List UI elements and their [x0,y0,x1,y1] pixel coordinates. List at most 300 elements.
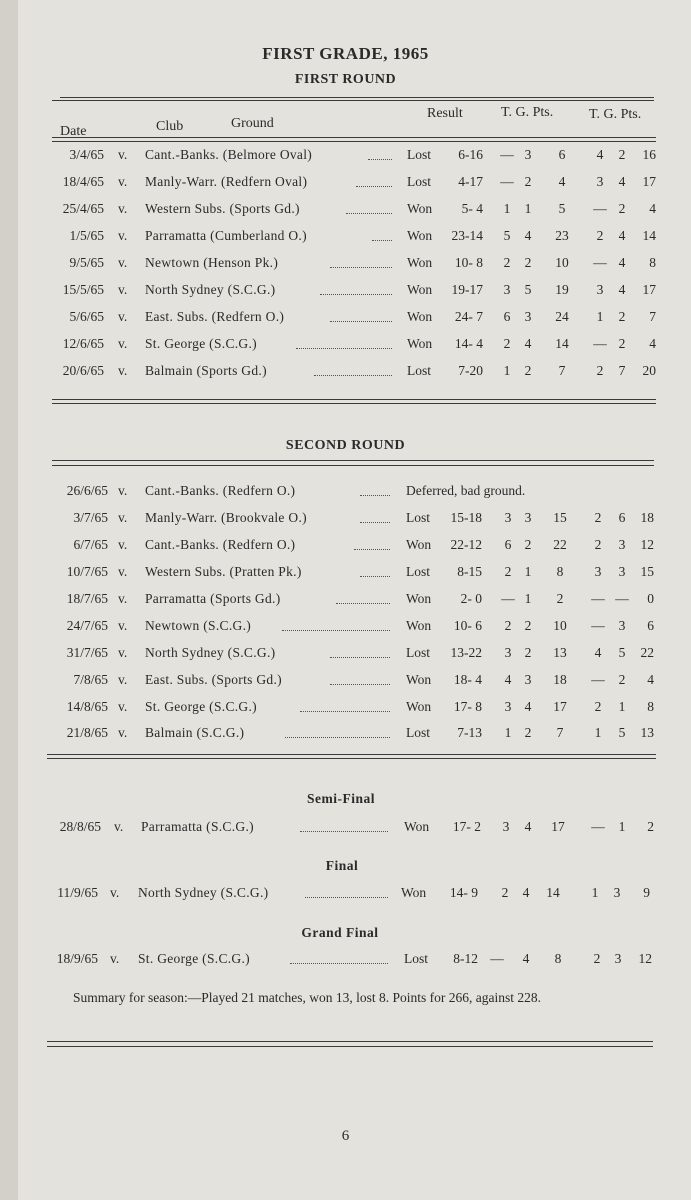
row-club-ground: Western Subs. (Pratten Pk.) [145,564,302,579]
row-opp-goals: 7 [618,363,626,378]
row-opp-points: 12 [638,951,652,966]
row-opp-tries: — [593,336,607,351]
row-opp-goals: 4 [618,255,626,270]
table-row [0,885,691,905]
row-score: 24- 7 [454,309,483,324]
row-versus: v. [118,699,128,714]
row-club-ground: Parramatta (Sports Gd.) [145,591,281,606]
row-versus: v. [118,363,128,378]
row-score: 8-15 [457,564,482,579]
row-score: 15-18 [450,510,482,525]
row-goals: 3 [524,672,532,687]
row-club-ground: North Sydney (S.C.G.) [145,645,276,660]
row-date: 31/7/65 [66,645,108,660]
row-score: 5- 4 [461,201,483,216]
row-opp-tries: 4 [594,645,602,660]
row-leader-dots [290,951,388,964]
row-opp-tries: 1 [591,885,599,900]
row-result: Lost [406,564,431,579]
row-goals: 1 [524,201,532,216]
row-tries: — [500,147,514,162]
table-row [0,483,691,503]
row-score: 14- 4 [454,336,483,351]
row-result: Lost [406,725,431,740]
row-goals: 4 [522,951,530,966]
row-date: 20/6/65 [62,363,104,378]
row-result: Won [406,591,432,606]
second-round-end-rule-2 [47,758,656,759]
row-versus: v. [118,483,128,498]
row-tries: 2 [503,255,511,270]
row-opp-points: 17 [642,174,656,189]
row-goals: 1 [524,591,532,606]
row-goals: 2 [524,363,532,378]
row-opp-tries: — [591,618,605,633]
row-opp-tries: 2 [596,363,604,378]
row-date: 28/8/65 [59,819,101,834]
row-opp-tries: — [591,591,605,606]
row-points: 8 [556,564,564,579]
row-date: 18/7/65 [66,591,108,606]
row-club-ground: St. George (S.C.G.) [145,336,257,351]
row-opp-tries: 1 [594,725,602,740]
row-opp-tries: 2 [594,510,602,525]
table-row [0,255,691,275]
row-score: 17- 2 [452,819,481,834]
header-date: Date [60,124,87,139]
row-opp-tries: — [593,255,607,270]
table-row [0,618,691,638]
row-club-ground: Cant.-Banks. (Redfern O.) [145,483,296,498]
row-result: Won [407,282,433,297]
row-date: 18/4/65 [62,174,104,189]
row-opp-points: 7 [649,309,656,324]
row-result: Won [407,228,433,243]
row-goals: 1 [524,564,532,579]
row-date: 5/6/65 [69,309,104,324]
row-tries: 1 [503,363,511,378]
row-opp-goals: — [615,591,629,606]
row-opp-tries: 2 [596,228,604,243]
row-points: 13 [553,645,567,660]
row-opp-goals: 2 [618,147,626,162]
table-row [0,564,691,584]
row-opp-tries: 3 [596,174,604,189]
row-points: 15 [553,510,567,525]
row-leader-dots [354,537,390,550]
bottom-rule [47,1041,653,1042]
row-versus: v. [118,564,128,579]
row-versus: v. [118,591,128,606]
row-leader-dots [314,363,392,376]
row-result: Won [406,618,432,633]
row-points: 6 [558,147,566,162]
row-date: 10/7/65 [66,564,108,579]
row-result: Won [406,537,432,552]
row-opp-points: 16 [642,147,656,162]
row-opp-points: 6 [647,618,654,633]
row-leader-dots [305,885,388,898]
row-goals: 2 [524,645,532,660]
table-row [0,282,691,302]
row-goals: 3 [524,147,532,162]
row-tries: 3 [504,510,512,525]
row-leader-dots [360,483,390,496]
row-result: Lost [407,174,432,189]
row-versus: v. [118,618,128,633]
table-row [0,174,691,194]
row-date: 15/5/65 [62,282,104,297]
row-score: 23-14 [451,228,483,243]
row-goals: 2 [524,255,532,270]
table-row [0,537,691,557]
row-tries: 3 [504,699,512,714]
table-row [0,725,691,745]
table-row [0,510,691,530]
row-score: 17- 8 [453,699,482,714]
row-opp-tries: — [591,672,605,687]
row-leader-dots [330,309,392,322]
row-leader-dots [320,282,392,295]
row-result: Won [406,672,432,687]
header-club: Club [156,119,184,134]
row-tries: 4 [504,672,512,687]
row-points: 14 [546,885,560,900]
row-leader-dots [330,255,392,268]
row-points: 8 [554,951,562,966]
row-opp-points: 12 [640,537,654,552]
row-opp-goals: 3 [618,618,626,633]
row-opp-goals: 5 [618,725,626,740]
row-date: 9/5/65 [69,255,104,270]
table-row [0,645,691,665]
row-date: 21/8/65 [66,725,108,740]
first-round-title: FIRST ROUND [294,72,397,87]
row-opp-goals: 3 [614,951,622,966]
row-goals: 4 [524,699,532,714]
row-opp-goals: 4 [618,228,626,243]
row-tries: 6 [503,309,511,324]
row-club-ground: East. Subs. (Redfern O.) [145,309,285,324]
row-points: 2 [556,591,564,606]
final-title: Final [325,858,359,873]
row-opp-goals: 4 [618,282,626,297]
header-tgpts-for: T. G. Pts. [501,105,554,120]
row-leader-dots [372,228,392,241]
row-goals: 2 [524,618,532,633]
row-tries: 1 [503,201,511,216]
row-points: 19 [555,282,569,297]
row-leader-dots [346,201,392,214]
row-versus: v. [118,537,128,552]
row-result: Won [407,336,433,351]
row-club-ground: Western Subs. (Sports Gd.) [145,201,300,216]
row-leader-dots [285,725,390,738]
row-opp-goals: 4 [618,174,626,189]
row-goals: 3 [524,309,532,324]
row-tries: — [500,174,514,189]
row-club-ground: Manly-Warr. (Redfern Oval) [145,174,308,189]
table-row [0,819,691,839]
row-date: 6/7/65 [73,537,108,552]
row-opp-tries: 2 [593,951,601,966]
row-opp-goals: 5 [618,645,626,660]
table-row [0,201,691,221]
row-goals: 4 [522,885,530,900]
row-score: 13-22 [450,645,482,660]
row-club-ground: Parramatta (Cumberland O.) [145,228,307,243]
row-versus: v. [118,282,128,297]
row-opp-points: 4 [647,672,654,687]
row-result: Won [401,885,427,900]
row-club-ground: Newtown (Henson Pk.) [145,255,279,270]
table-row [0,309,691,329]
row-leader-dots [300,819,388,832]
header-rule-top-2 [52,100,654,101]
row-result: Won [404,819,430,834]
row-opp-tries: 2 [594,699,602,714]
row-leader-dots [336,591,390,604]
row-opp-tries: 3 [594,564,602,579]
header-result: Result [427,106,463,121]
row-points: 18 [553,672,567,687]
table-row [0,336,691,356]
row-tries: — [490,951,504,966]
row-opp-points: 18 [640,510,654,525]
row-leader-dots [330,645,390,658]
row-opp-points: 14 [642,228,656,243]
row-score: 7-13 [457,725,482,740]
row-versus: v. [110,951,120,966]
row-opp-points: 9 [643,885,650,900]
row-club-ground: St. George (S.C.G.) [145,699,257,714]
table-row [0,147,691,167]
row-date: 12/6/65 [62,336,104,351]
second-round-rule-top-2 [52,465,654,466]
row-opp-points: 13 [640,725,654,740]
row-club-ground: Cant.-Banks. (Belmore Oval) [145,147,313,162]
row-opp-goals: 3 [613,885,621,900]
first-round-end-rule-2 [52,403,656,404]
row-versus: v. [118,336,128,351]
table-row [0,228,691,248]
semi-final-title: Semi-Final [307,791,375,806]
row-versus: v. [110,885,120,900]
row-goals: 2 [524,537,532,552]
row-opp-tries: 4 [596,147,604,162]
row-score: 4-17 [458,174,483,189]
row-opp-goals: 2 [618,309,626,324]
row-opp-points: 2 [647,819,654,834]
row-goals: 2 [524,174,532,189]
row-club-ground: Balmain (Sports Gd.) [145,363,267,378]
row-tries: 3 [504,645,512,660]
row-date: 3/7/65 [73,510,108,525]
row-opp-goals: 2 [618,336,626,351]
row-score: 19-17 [451,282,483,297]
row-points: 23 [555,228,569,243]
row-opp-goals: 3 [618,537,626,552]
row-tries: — [501,591,515,606]
second-round-title: SECOND ROUND [285,438,406,453]
row-points: 22 [553,537,567,552]
row-opp-tries: — [591,819,605,834]
row-leader-dots [368,147,392,160]
row-opp-goals: 3 [618,564,626,579]
row-points: 5 [558,201,566,216]
row-club-ground: Newtown (S.C.G.) [145,618,252,633]
row-result: Lost [406,645,431,660]
row-opp-goals: 2 [618,672,626,687]
row-result: Lost [407,147,432,162]
row-goals: 5 [524,282,532,297]
row-score: 18- 4 [453,672,482,687]
row-result: Won [407,309,433,324]
row-score: 8-12 [453,951,478,966]
row-date: 24/7/65 [66,618,108,633]
row-points: 24 [555,309,569,324]
row-opp-points: 20 [642,363,656,378]
row-result: Lost [407,363,432,378]
row-opp-tries: 1 [596,309,604,324]
table-row [0,363,691,383]
grand-final-title: Grand Final [301,925,379,940]
row-tries: 6 [504,537,512,552]
row-goals: 4 [524,228,532,243]
row-versus: v. [118,672,128,687]
row-versus: v. [118,725,128,740]
first-round-end-rule [52,399,656,400]
row-points: 7 [556,725,564,740]
table-row [0,672,691,692]
row-date: 25/4/65 [62,201,104,216]
row-versus: v. [118,309,128,324]
row-score: 22-12 [450,537,482,552]
row-versus: v. [118,201,128,216]
row-points: 14 [555,336,569,351]
row-date: 26/6/65 [66,483,108,498]
bottom-rule-2 [47,1046,653,1047]
row-leader-dots [296,336,392,349]
row-club-ground: Balmain (S.C.G.) [145,725,245,740]
row-versus: v. [114,819,124,834]
row-opp-points: 4 [649,336,656,351]
row-tries: 1 [504,725,512,740]
row-leader-dots [360,510,390,523]
header-rule-bottom-2 [52,141,656,142]
row-opp-points: 4 [649,201,656,216]
row-points: 17 [551,819,565,834]
row-opp-tries: — [593,201,607,216]
document-title: FIRST GRADE, 1965 [262,44,429,63]
row-versus: v. [118,255,128,270]
row-result: Won [407,201,433,216]
row-club-ground: Parramatta (S.C.G.) [141,819,254,834]
row-date: 1/5/65 [69,228,104,243]
table-row [0,699,691,719]
row-date: 3/4/65 [69,147,104,162]
header-tgpts-against: T. G. Pts. [589,107,642,122]
season-summary: Summary for season:—Played 21 matches, won 13, lost 8. Points for 266, against 228. [73,990,541,1005]
header-ground: Ground [231,116,274,131]
row-score: 10- 6 [453,618,482,633]
row-date: 14/8/65 [66,699,108,714]
row-versus: v. [118,228,128,243]
header-rule-bottom [52,137,656,138]
row-opp-goals: 6 [618,510,626,525]
row-tries: 2 [504,564,512,579]
row-result: Lost [404,951,429,966]
row-versus: v. [118,645,128,660]
row-leader-dots [360,564,390,577]
row-opp-points: 17 [642,282,656,297]
row-opp-goals: 1 [618,819,626,834]
row-opp-points: 22 [640,645,654,660]
row-opp-points: 0 [647,591,654,606]
row-points: 4 [558,174,566,189]
row-score: 7-20 [458,363,483,378]
row-result: Won [407,255,433,270]
row-tries: 5 [503,228,511,243]
row-versus: v. [118,147,128,162]
row-club-ground: East. Subs. (Sports Gd.) [145,672,282,687]
page-number: 6 [341,1128,350,1144]
row-result: Deferred, bad ground. [406,483,526,498]
row-date: 7/8/65 [73,672,108,687]
row-leader-dots [330,672,390,685]
row-leader-dots [282,618,390,631]
row-club-ground: St. George (S.C.G.) [138,951,250,966]
row-goals: 3 [524,510,532,525]
row-leader-dots [300,699,390,712]
row-club-ground: North Sydney (S.C.G.) [138,885,269,900]
row-opp-points: 15 [640,564,654,579]
row-score: 14- 9 [449,885,478,900]
row-club-ground: North Sydney (S.C.G.) [145,282,276,297]
table-row [0,591,691,611]
row-date: 11/9/65 [57,885,98,900]
row-opp-points: 8 [647,699,654,714]
row-tries: 2 [503,336,511,351]
row-date: 18/9/65 [56,951,98,966]
row-points: 17 [553,699,567,714]
row-points: 10 [555,255,569,270]
row-result: Won [406,699,432,714]
row-club-ground: Manly-Warr. (Brookvale O.) [145,510,307,525]
row-opp-goals: 2 [618,201,626,216]
row-points: 7 [558,363,566,378]
row-versus: v. [118,174,128,189]
row-tries: 2 [504,618,512,633]
row-tries: 3 [502,819,510,834]
second-round-end-rule [47,754,656,755]
row-leader-dots [356,174,392,187]
row-club-ground: Cant.-Banks. (Redfern O.) [145,537,296,552]
row-opp-points: 8 [649,255,656,270]
row-goals: 4 [524,819,532,834]
row-opp-goals: 1 [618,699,626,714]
row-opp-tries: 2 [594,537,602,552]
row-versus: v. [118,510,128,525]
row-score: 10- 8 [454,255,483,270]
row-goals: 4 [524,336,532,351]
row-points: 10 [553,618,567,633]
second-round-rule-top [52,460,654,461]
row-score: 2- 0 [460,591,482,606]
row-result: Lost [406,510,431,525]
row-tries: 2 [501,885,509,900]
table-row [0,951,691,971]
